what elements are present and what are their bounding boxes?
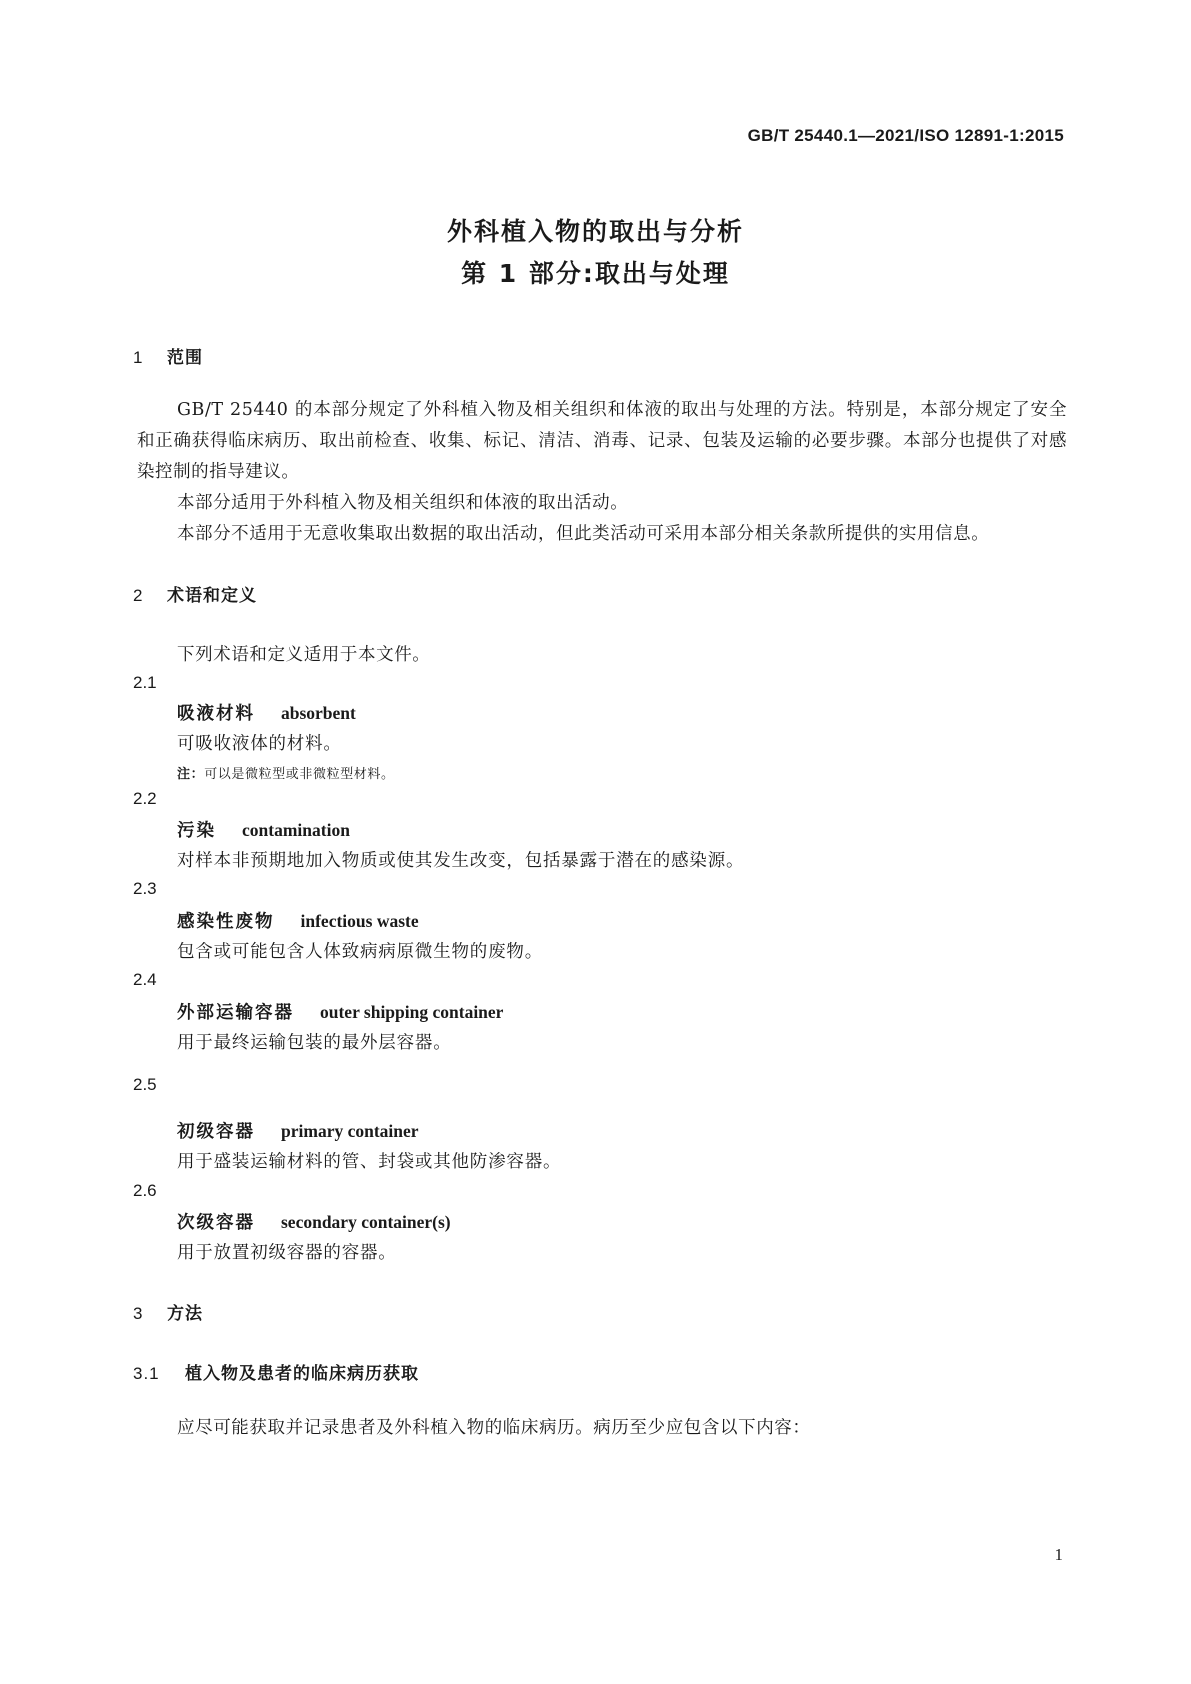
section-title: 方法 — [167, 1304, 203, 1324]
term-en: outer shipping container — [320, 1002, 504, 1022]
clause-number: 2.1 — [133, 673, 157, 692]
subsection-number: 3.1 — [133, 1364, 160, 1383]
term-zh: 感染性废物 — [177, 912, 275, 932]
term-en: primary container — [281, 1121, 419, 1141]
paragraph-clinical-history: 应尽可能获取并记录患者及外科植入物的临床病历。病历至少应包含以下内容： — [177, 1418, 811, 1438]
page-number: 1 — [1054, 1545, 1063, 1564]
document-title: 外科植入物的取出与分析 — [446, 217, 744, 246]
term-en: contamination — [242, 820, 350, 840]
section-title: 术语和定义 — [167, 586, 257, 606]
term-entry — [177, 1118, 419, 1143]
term-entry — [177, 817, 350, 842]
term-entry — [177, 700, 356, 725]
term-zh: 初级容器 — [177, 1122, 255, 1142]
section-number: 2 — [133, 586, 144, 605]
term-zh: 次级容器 — [177, 1213, 255, 1233]
clause-number: 2.6 — [133, 1181, 157, 1200]
term-en: absorbent — [281, 703, 356, 723]
note-label: 注： — [177, 767, 205, 782]
section-number: 1 — [133, 348, 144, 367]
paragraph-scope: GB/T 25440 的本部分规定了外科植入物及相关组织和体液的取出与处理的方法。特别是，本部分规定了安全和正确获得临床病历、取出前检查、收集、标记、清洁、消毒、记录、包装及运输的必要步骤。本部分也提供了对感染控制的指导建议。 — [137, 400, 1067, 482]
term-en: infectious waste — [300, 911, 419, 931]
term-en: secondary container(s) — [281, 1212, 451, 1232]
clause-number: 2.5 — [133, 1075, 157, 1094]
document-subtitle: 第 1 部分:取出与处理 — [461, 259, 730, 288]
term-definition: 可吸收液体的材料。 — [177, 734, 342, 754]
section-1-heading — [133, 343, 203, 368]
subsection-title: 植入物及患者的临床病历获取 — [185, 1364, 419, 1384]
section-title: 范围 — [167, 348, 203, 368]
section-3-heading — [133, 1299, 203, 1324]
term-definition: 用于最终运输包装的最外层容器。 — [177, 1033, 452, 1053]
term-zh: 吸液材料 — [177, 704, 255, 724]
term-entry — [177, 908, 419, 933]
term-definition: 用于盛装运输材料的管、封袋或其他防渗容器。 — [177, 1152, 562, 1172]
clause-number: 2.3 — [133, 879, 157, 898]
clause-number: 2.2 — [133, 789, 157, 808]
term-definition: 对样本非预期地加入物质或使其发生改变，包括暴露于潜在的感染源。 — [177, 851, 745, 871]
term-note — [177, 763, 395, 782]
standard-number: GB/T 25440.1—2021/ISO 12891-1:2015 — [747, 126, 1064, 145]
subsection-3-1-heading — [133, 1359, 419, 1384]
term-zh: 外部运输容器 — [177, 1003, 294, 1023]
term-entry — [177, 999, 503, 1024]
term-zh: 污染 — [177, 821, 216, 841]
clause-number: 2.4 — [133, 970, 157, 989]
paragraph-exclusion: 本部分不适用于无意收集取出数据的取出活动，但此类活动可采用本部分相关条款所提供的实用信息。 — [177, 524, 990, 544]
term-definition: 包含或可能包含人体致病病原微生物的废物。 — [177, 942, 543, 962]
paragraph-applicability: 本部分适用于外科植入物及相关组织和体液的取出活动。 — [177, 493, 629, 513]
term-entry — [177, 1209, 451, 1234]
section-number: 3 — [133, 1304, 144, 1323]
term-definition: 用于放置初级容器的容器。 — [177, 1243, 397, 1263]
terms-intro: 下列术语和定义适用于本文件。 — [177, 645, 431, 665]
section-2-heading — [133, 581, 257, 606]
note-text: 可以是微粒型或非微粒型材料。 — [204, 767, 395, 782]
